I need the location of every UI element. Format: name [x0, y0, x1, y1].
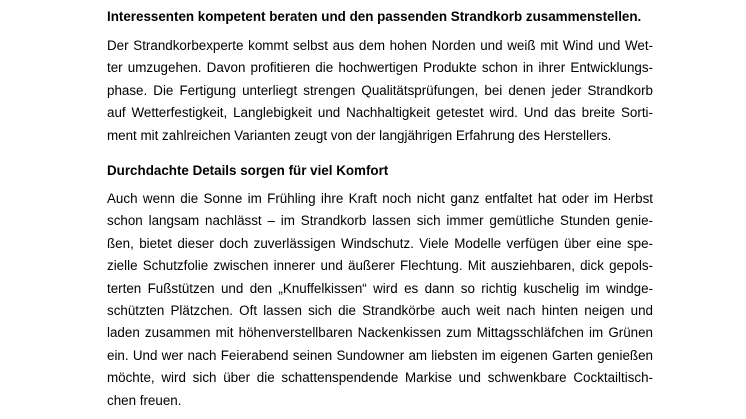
- heading-text: Durchdachte Details sorgen für viel Komfort: [107, 163, 389, 178]
- paragraph-line: ßen, bietet dieser doch zuverlässigen Windschutz. Viele Modelle verfügen über eine spe-: [107, 235, 653, 251]
- paragraph-line: laden zusammen mit höhenverstellbaren Nackenkissen zum Mittagsschläfchen im Grünen: [107, 325, 653, 341]
- section-heading: [107, 160, 653, 182]
- paragraph-line: ter umzugehen. Davon profitieren die hochwertigen Produkte schon in ihrer Entwicklungs-: [107, 60, 653, 76]
- paragraph-line: terten Fußstützen und den „Knuffelkissen“ wird es dann so richtig kuschelig im windge-: [107, 280, 653, 296]
- paragraph-line: ein. Und wer nach Feierabend seinen Sundowner am liebsten im eigenen Garten genießen: [107, 347, 653, 363]
- intro-bold-tail: [107, 6, 653, 28]
- paragraph-comfort: [107, 188, 653, 412]
- paragraph-line: ment mit zahlreichen Varianten zeugt von der langjährigen Erfahrung des Herstellers.: [107, 127, 612, 143]
- paragraph-line: zielle Schutzfolie zwischen innerer und äußerer Flechtung. Mit ausziehbaren, dick gepols-: [107, 258, 653, 274]
- paragraph-line: Der Strandkorbexperte kommt selbst aus dem hohen Norden und weiß mit Wind und Wet-: [107, 38, 653, 53]
- paragraph-line: schützten Plätzchen. Oft lassen sich die Strandkörbe auch weit nach hinten neigen und: [107, 303, 653, 319]
- paragraph-line: auf Wetterfestigkeit, Langlebigkeit und Nachhaltigkeit getestet wird. Und das breite Sorti-: [107, 105, 653, 121]
- intro-line: Interessenten kompetent beraten und den passenden Strandkorb zusammenstellen.: [107, 9, 642, 24]
- paragraph-line: möchte, wird sich über die schattenspendende Markise und schwenkbare Cocktailtisch-: [107, 370, 653, 386]
- paragraph-line: schon langsam nachlässt – im Strandkorb lassen sich immer gemütliche Stunden genie-: [107, 213, 653, 229]
- paragraph-line: Auch wenn die Sonne im Frühling ihre Kraft noch nicht ganz entfaltet hat oder im Herbst: [107, 191, 653, 206]
- paragraph-line: chen freuen.: [107, 392, 182, 408]
- paragraph-line: phase. Die Fertigung unterliegt strengen Qualitätsprüfungen, bei denen jeder Strandkorb: [107, 82, 653, 98]
- paragraph-manufacturer: [107, 35, 653, 147]
